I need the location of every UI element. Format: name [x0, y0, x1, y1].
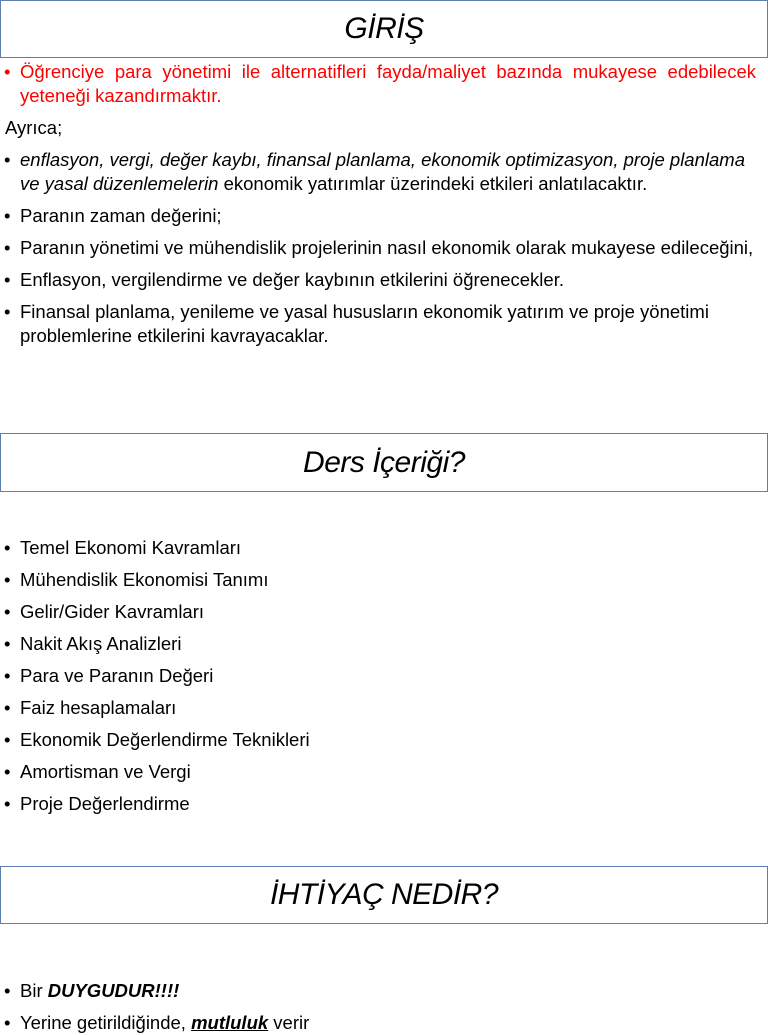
italic-topics-bullet: [0, 148, 762, 196]
list-item: • Nakit Akış Analizleri: [0, 632, 762, 656]
list-item: • Enflasyon, vergilendirme ve değer kaybının etkilerini öğrenecekler.: [0, 268, 762, 292]
slide3-content: [0, 979, 762, 1035]
list-item: • Finansal planlama, yenileme ve yasal hususların ekonomik yatırım ve proje yönetimi problemlerine etkilerini kavrayacaklar.: [0, 300, 762, 348]
list-item: • Paranın zaman değerini;: [0, 204, 762, 228]
slide3-title-box: [0, 866, 768, 924]
slide1-title: GİRİŞ: [344, 12, 424, 45]
list-item: • Mühendislik Ekonomisi Tanımı: [0, 568, 762, 592]
b2-suffix: verir: [268, 1012, 310, 1033]
b1-bold: DUYGUDUR!!!!: [47, 980, 180, 1001]
b2-bold: mutluluk: [191, 1012, 269, 1033]
ayrica-label: Ayrıca;: [5, 117, 63, 138]
italic-topics-rest: ekonomik yatırımlar üzerindeki etkileri anlatılacaktır.: [218, 173, 648, 194]
slide2-title-box: [0, 433, 768, 492]
list-item: • Amortisman ve Vergi: [0, 760, 762, 784]
list-item: • Gelir/Gider Kavramları: [0, 600, 762, 624]
slide3-title: İHTİYAÇ NEDİR?: [269, 878, 499, 911]
list-item: • Proje Değerlendirme: [0, 792, 762, 816]
list-item: [0, 979, 762, 1003]
b1-prefix: Bir: [20, 980, 48, 1001]
red-objective-bullet: • Öğrenciye para yönetimi ile alternatifleri fayda/maliyet bazında mukayese edebilecek yeteneği kazandırmaktır.: [0, 60, 762, 108]
list-item: • Para ve Paranın Değeri: [0, 664, 762, 688]
list-item: • Ekonomik Değerlendirme Teknikleri: [0, 728, 762, 752]
italic-topics: enflasyon, vergi, değer kaybı, finansal planlama, ekonomik optimizasyon, proje planlama ve yasal düzenlemelerin: [20, 149, 745, 194]
b2-prefix: Yerine getirildiğinde,: [20, 1012, 192, 1033]
list-item: • Faiz hesaplamaları: [0, 696, 762, 720]
slide2-title: Ders İçeriği?: [303, 446, 465, 479]
slide2-content: [0, 536, 762, 824]
list-item: • Temel Ekonomi Kavramları: [0, 536, 762, 560]
list-item: • Paranın yönetimi ve mühendislik projelerinin nasıl ekonomik olarak mukayese edileceğini,: [0, 236, 762, 260]
slide1-title-box: [0, 0, 768, 58]
slide1-content: [0, 60, 762, 348]
list-item: [0, 1011, 762, 1035]
